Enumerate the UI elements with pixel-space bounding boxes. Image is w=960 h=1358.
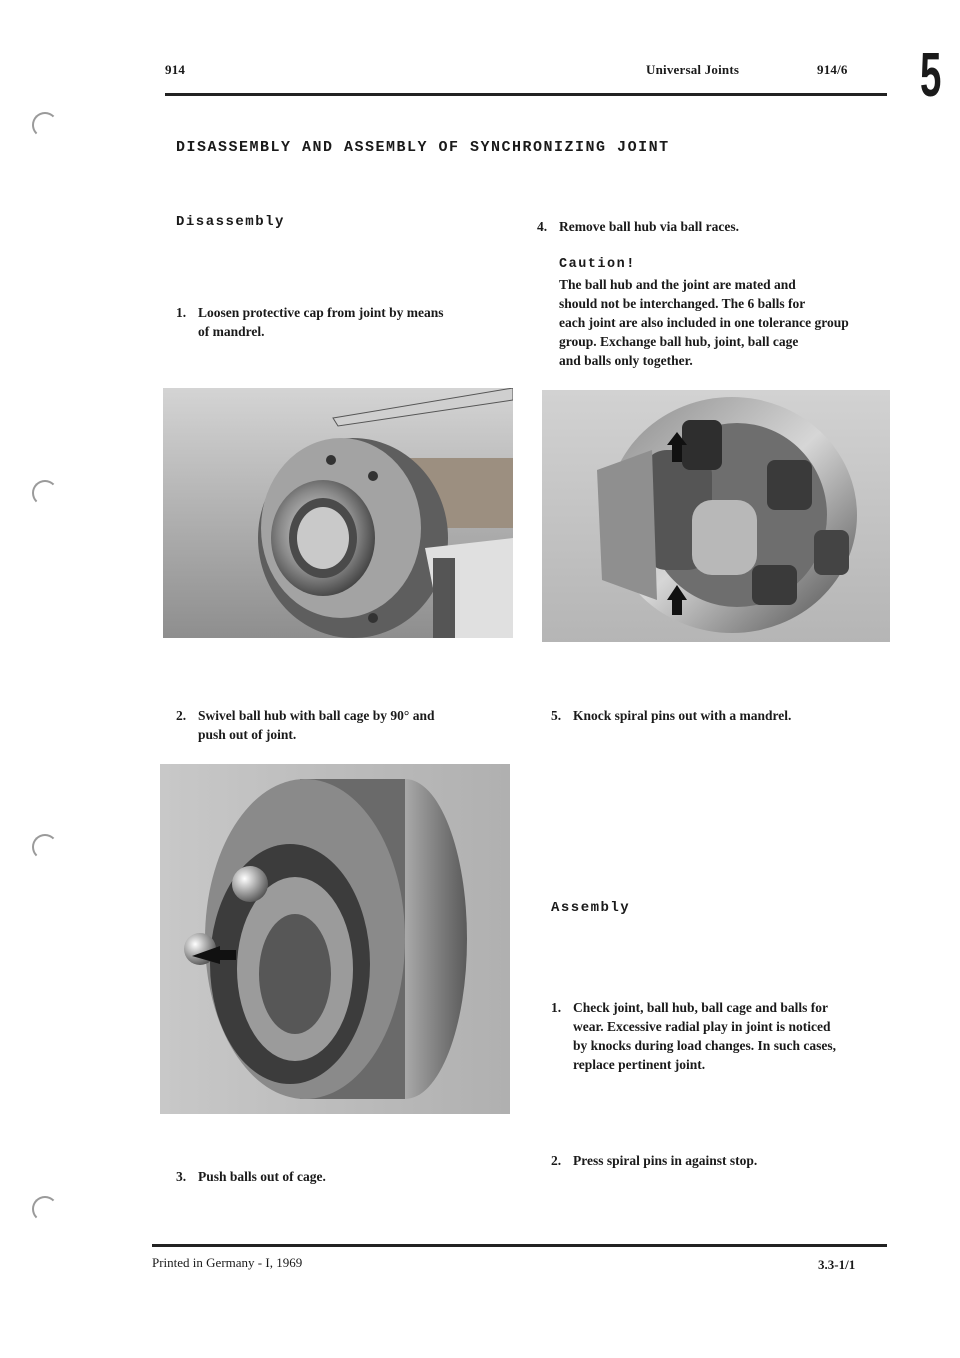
caution-note xyxy=(559,255,934,370)
disassembly-step-2 xyxy=(176,706,506,744)
punch-mark-icon xyxy=(32,834,58,860)
step-number: 1. xyxy=(176,305,187,320)
footer-page-number: 3.3-1/1 xyxy=(818,1257,856,1272)
step-text: wear. Excessive radial play in joint is noticed xyxy=(573,1019,831,1034)
header-model-variant: 914/6 xyxy=(817,62,848,77)
assembly-step-1 xyxy=(551,998,891,1074)
step-text: by knocks during load changes. In such cases, xyxy=(573,1038,836,1053)
caution-line: The ball hub and the joint are mated and xyxy=(559,277,796,292)
photo-remove-ball-hub xyxy=(542,390,890,642)
photo-loosen-cap xyxy=(163,388,513,638)
header-model: 914 xyxy=(165,62,186,77)
step-number: 3. xyxy=(176,1169,187,1184)
caution-line: should not be interchanged. The 6 balls for xyxy=(559,296,806,311)
caution-line: each joint are also included in one tolerance group xyxy=(559,315,849,330)
chapter-number: 5 xyxy=(920,41,942,110)
punch-mark-icon xyxy=(32,480,58,506)
disassembly-step-3 xyxy=(176,1167,476,1186)
footer-rule xyxy=(152,1244,887,1247)
photo-push-balls xyxy=(160,764,510,1114)
step-text: Loosen protective cap from joint by means xyxy=(198,305,444,320)
step-text: Press spiral pins in against stop. xyxy=(573,1153,758,1168)
assembly-heading: Assembly xyxy=(551,900,631,916)
step-text: Swivel ball hub with ball cage by 90° and xyxy=(198,708,435,723)
footer-print-info: Printed in Germany - I, 1969 xyxy=(152,1255,303,1270)
assembly-step-2 xyxy=(551,1151,871,1170)
step-number: 2. xyxy=(551,1153,562,1168)
punch-mark-icon xyxy=(32,112,58,138)
step-text: Check joint, ball hub, ball cage and balls for xyxy=(573,1000,829,1015)
step-number: 1. xyxy=(551,1000,562,1015)
disassembly-step-1 xyxy=(176,303,496,341)
step-text: Push balls out of cage. xyxy=(198,1169,326,1184)
disassembly-step-5 xyxy=(551,706,881,725)
step-text: push out of joint. xyxy=(198,727,297,742)
step-text: replace pertinent joint. xyxy=(573,1057,706,1072)
step-text: Knock spiral pins out with a mandrel. xyxy=(573,708,792,723)
header-section-title: Universal Joints xyxy=(646,62,740,77)
punch-mark-icon xyxy=(32,1196,58,1222)
caution-line: group. Exchange ball hub, joint, ball cage xyxy=(559,334,799,349)
step-number: 2. xyxy=(176,708,187,723)
disassembly-step-4 xyxy=(537,217,867,236)
caution-label: Caution! xyxy=(559,257,636,272)
page-title: DISASSEMBLY AND ASSEMBLY OF SYNCHRONIZING JOINT xyxy=(176,139,670,156)
step-number: 4. xyxy=(537,219,548,234)
disassembly-heading: Disassembly xyxy=(176,214,285,230)
header-rule xyxy=(165,93,887,96)
step-text: of mandrel. xyxy=(198,324,265,339)
caution-line: and balls only together. xyxy=(559,353,693,368)
step-text: Remove ball hub via ball races. xyxy=(559,219,740,234)
step-number: 5. xyxy=(551,708,562,723)
